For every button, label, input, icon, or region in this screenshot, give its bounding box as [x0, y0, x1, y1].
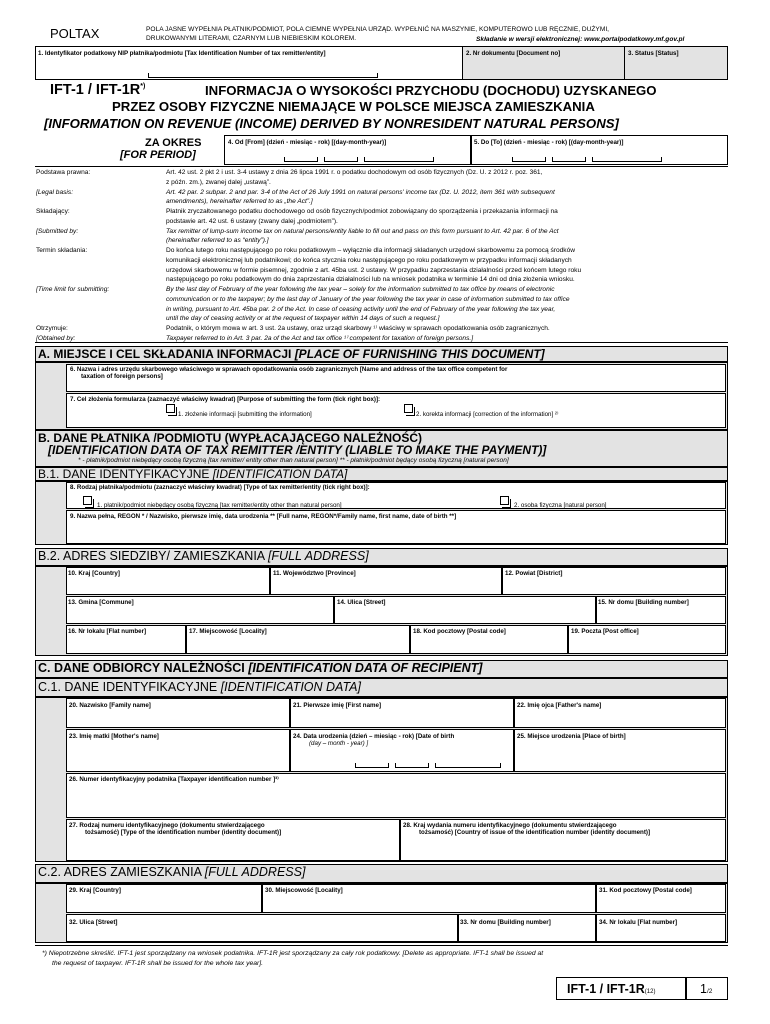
info-value: (hereinafter referred to as “entity”).]: [166, 237, 269, 245]
section-a-title: A. MIEJSCE I CEL SKŁADANIA INFORMACJI [PLACE OF FURNISHING THIS DOCUMENT]: [38, 347, 545, 361]
country-label: 10. Kraj [Country]: [68, 570, 120, 577]
status-label: 3. Status [Status]: [628, 50, 679, 57]
recipient-building-number-label: 33. Nr domu [Building number]: [460, 919, 551, 926]
info-line: [36, 178, 726, 188]
info-value: z późn. zm.), zwanej dalej „ustawą”.: [166, 178, 271, 186]
info-key: Składający:: [36, 208, 70, 215]
info-line: [36, 285, 726, 295]
commune-label: 13. Gmina [Commune]: [68, 599, 134, 606]
info-line: [36, 266, 726, 276]
footer-divider: [35, 945, 728, 946]
title-line-3: [INFORMATION ON REVENUE (INCOME) DERIVED BY NONRESIDENT NATURAL PERSONS]: [44, 116, 619, 131]
section-b-title-1: B. DANE PŁATNIKA /PODMIOTU (WYPŁACAJĄCEGO NALEŻNOŚĆ): [38, 431, 422, 445]
recipient-country-label: 29. Kraj [Country]: [69, 887, 121, 894]
nip-field-label: 1. Identyfikator podatkowy NIP płatnika/podmiotu [Tax Identification Number of tax remitter/entity]: [38, 50, 326, 57]
postal-code-label: 18. Kod pocztowy [Postal code]: [413, 628, 506, 635]
info-value: amendments), hereinafter referred to as „the Act”.]: [166, 198, 313, 206]
first-name-label: 21. Pierwsze imię [First name]: [293, 702, 382, 709]
id-type-label: 27. Rodzaj numeru identyfikacyjnego (dokumentu stwierdzającego tożsamość) [Type of the identification number (identity document)]: [69, 822, 282, 837]
district-label: 12. Powiat [District]: [505, 570, 563, 577]
post-office-label: 19. Poczta [Post office]: [571, 628, 639, 635]
footnote-line-1: *) Niepotrzebne skreślić. IFT-1 jest sporządzany na wniosek podatnika. IFT-1R jest sporządzany za cały rok podatkowy. [Delete as appropriate. IFT-1 shall be issued at: [42, 950, 544, 957]
info-line: [36, 334, 726, 344]
info-line: [36, 207, 726, 217]
info-value: communication or to the taxpayer; by the last day of January of the year following the tax year in case of information submitted to tax office: [166, 295, 570, 303]
place-of-birth-label: 25. Miejsce urodzenia [Place of birth]: [517, 733, 626, 740]
section-c1-title: C.1. DANE IDENTYFIKACYJNE [IDENTIFICATION DATA]: [38, 680, 361, 694]
info-line: [36, 217, 726, 227]
info-value: Tax remitter of lump-sum income tax on natural persons/entity liable to fill out and pass on this form pursuant to Art. 42 par. 6 of the Act: [166, 227, 559, 235]
correction-option-label: 2. korekta informacji [correction of the information] ²⁾: [416, 411, 559, 418]
dob-day-guide: [355, 763, 389, 768]
natural-person-label: 2. osoba fizyczna [natural person]: [514, 502, 607, 509]
locality-label: 17. Miejscowość [Locality]: [189, 628, 267, 635]
natural-person-checkbox[interactable]: [500, 496, 509, 505]
section-b-title-2: [IDENTIFICATION DATA OF TAX REMITTER /ENTITY (LIABLE TO MAKE THE PAYMENT)]: [48, 443, 547, 457]
electronic-submission-note: Składanie w wersji elektronicznej: www.portalpodatkowy.mf.gov.pl: [476, 36, 685, 43]
date-of-birth-label: 24. Data urodzenia (dzień – miesiąc - rok) [Date of birth (day – month - year) ]: [293, 733, 455, 748]
id-country-label: 28. Kraj wydania numeru identyfikacyjnego (dokumentu stwierdzającego tożsamość) [Country of issue of the identification number (identity document)]: [403, 822, 651, 837]
footnote-line-2: the request of taxpayer. IFT-1R shall be issued for the whole tax year].: [52, 960, 264, 967]
info-line: [36, 275, 726, 285]
info-line: [36, 314, 726, 324]
info-value: Do końca lutego roku następującego po roku podatkowym – wyłącznie dla informacji składanych urzędowi skarbowemu za pomocą środków: [166, 247, 576, 254]
info-key: [Submitted by:: [36, 227, 79, 235]
building-number-label: 15. Nr domu [Building number]: [598, 599, 689, 606]
divider: [624, 46, 625, 80]
info-key: [Legal basis:: [36, 188, 74, 196]
info-line: [36, 305, 726, 315]
period-from-year-guide: [364, 157, 434, 162]
info-value: Płatnik zryczałtowanego podatku dochodowego od osób fizycznych/podmiot zobowiązany do sporządzenia i przekazania informacji na: [166, 208, 558, 215]
period-from-month-guide: [324, 157, 358, 162]
period-to-year-guide: [592, 157, 662, 162]
period-from-label: 4. Od [From] (dzień - miesiąc - rok) [(day-month-year)]: [228, 139, 387, 146]
non-natural-person-label: 1. płatnik/podmiot niebędący osobą fizyczną [tax remitter/entity other than natural person]: [97, 502, 342, 509]
info-value: By the last day of February of the year following the tax year – solely for the information submitted to tax office by means of electronic: [166, 286, 555, 293]
non-natural-person-checkbox[interactable]: [83, 496, 92, 505]
section-b1-title: B.1. DANE IDENTYFIKACYJNE [IDENTIFICATION DATA]: [38, 467, 348, 481]
info-lines: [36, 168, 726, 344]
recipient-flat-number-label: 34. Nr lokalu [Flat number]: [599, 919, 678, 926]
tax-office-label: 6. Nazwa i adres urzędu skarbowego właściwego w sprawach opodatkowania osób zagranicznych [Name and address of the tax office competent for taxation of foreign persons]: [70, 366, 508, 381]
remitter-type-label: 8. Rodzaj płatnika/podmiotu (zaznaczyć właściwy kwadrat) [Type of tax remitter/entity (tick right box)]:: [70, 484, 370, 491]
recipient-street-field[interactable]: [66, 914, 458, 942]
info-value: komunikacji elektronicznej lub podatnikowi; do końca stycznia roku następującego po roku podatkowym w przypadku informacji składanych: [166, 256, 572, 264]
section-c-title: C. DANE ODBIORCY NALEŻNOŚCI [IDENTIFICATION DATA OF RECIPIENT]: [38, 661, 483, 675]
recipient-locality-label: 30. Miejscowość [Locality]: [265, 887, 343, 894]
title-line-2: PRZEZ OSOBY FIZYCZNE NIEMAJĄCE W POLSCE MIEJSCA ZAMIESZKANIA: [112, 99, 595, 114]
full-name-label: 9. Nazwa pełna, REGON * / Nazwisko, pierwsze imię, data urodzenia ** [Full name, REGON*/Family name, first name, date of birth **]: [70, 513, 457, 520]
form-code: IFT-1 / IFT-1R*): [50, 82, 146, 98]
section-c2-title: C.2. ADRES ZAMIESZKANIA [FULL ADDRESS]: [38, 865, 306, 879]
za-okres-label: ZA OKRES: [145, 137, 202, 149]
info-key: [Time limit for submitting:: [36, 286, 110, 293]
section-b-note: * - płatnik/podmiot niebędący osobą fizyczną [tax remitter/ entity other than natural person] ** - płatnik/podmiot będący osobą fizyczną [natural person]: [78, 457, 509, 464]
section-b2-title: B.2. ADRES SIEDZIBY/ ZAMIESZKANIA [FULL ADDRESS]: [38, 549, 369, 563]
info-line: [36, 188, 726, 198]
footer-page-number: 1/2: [700, 982, 713, 996]
dob-month-guide: [395, 763, 429, 768]
info-key: Termin składania:: [36, 247, 88, 254]
correction-checkbox[interactable]: [404, 404, 413, 413]
info-value: until the day of ceasing activity or at the request of taxpayer within 14 days of such a request.]: [166, 315, 440, 323]
flat-number-label: 16. Nr lokalu [Flat number]: [68, 628, 147, 635]
info-value: następującego po roku podatkowym do dnia zaprzestania działalności lub na wniosek podatnika w terminie 14 dni od dnia złożenia wniosku.: [166, 276, 575, 284]
brand-label: POLTAX: [50, 26, 100, 41]
recipient-street-label: 32. Ulica [Street]: [69, 919, 118, 926]
submitting-checkbox[interactable]: [166, 404, 175, 413]
info-key: Otrzymuje:: [36, 325, 68, 332]
street-label: 14. Ulica [Street]: [337, 599, 386, 606]
info-line: [36, 236, 726, 246]
family-name-label: 20. Nazwisko [Family name]: [69, 702, 151, 709]
father-name-label: 22. Imię ojca [Father's name]: [517, 702, 602, 709]
info-value: Podatnik, o którym mowa w art. 3 ust. 2a ustawy, oraz urząd skarbowy ¹⁾ właściwy w sprawach opodatkowania osób zagranicznych.: [166, 325, 550, 332]
period-to-label: 5. Do [To] (dzień - miesiąc - rok) [(day-month-year)]: [474, 139, 624, 146]
info-line: [36, 246, 726, 256]
submitting-option-label: 1. złożenie informacji [submitting the information]: [178, 411, 312, 418]
title-line-1: INFORMACJA O WYSOKOŚCI PRZYCHODU (DOCHODU) UZYSKANEGO: [205, 83, 657, 98]
nip-input-guides: [148, 73, 378, 78]
period-to-day-guide: [512, 157, 546, 162]
info-line: [36, 168, 726, 178]
info-value: podstawie art. 42 ust. 6 ustawy (zwany dalej „podmiotem”).: [166, 217, 338, 225]
info-value: Art. 42 ust. 2 pkt 2 i ust. 3-4 ustawy z dnia 26 lipca 1991 r. o podatku dochodowym od osób fizycznych (Dz. U. z 2012 r. poz. 361,: [166, 169, 543, 176]
period-from-day-guide: [284, 157, 318, 162]
info-line: [36, 256, 726, 266]
info-value: in writing, pursuant to Art. 45ba par. 2 of the Act. In case of ceasing activity until the end of February of the year following the tax year,: [166, 305, 556, 313]
for-period-label: [FOR PERIOD]: [120, 149, 196, 161]
period-to-month-guide: [552, 157, 586, 162]
purpose-label: 7. Cel złożenia formularza (zaznaczyć właściwy kwadrat) [Purpose of submitting the form (tick right box)]:: [70, 396, 381, 403]
mother-name-label: 23. Imię matki [Mother's name]: [69, 733, 159, 740]
recipient-postal-code-label: 31. Kod pocztowy [Postal code]: [599, 887, 692, 894]
taxpayer-id-label: 26. Numer identyfikacyjny podatnika [Taxpayer identification number ]³⁾: [69, 776, 279, 783]
document-number-label: 2. Nr dokumentu [Document no]: [466, 50, 561, 57]
header-instruction-2: DRUKOWANYMI LITERAMI, CZARNYM LUB NIEBIESKIM KOLOREM.: [146, 35, 357, 42]
province-label: 11. Województwo [Province]: [273, 570, 356, 577]
info-value: urzędowi skarbowemu w formie pisemnej, zgodnie z art. 45ba ust. 2 ustawy. W przypadku zaprzestania działalności przed końcem lutego roku: [166, 266, 582, 274]
info-value: Art. 42 par. 2 subpar. 2 and par. 3-4 of the Act of 26 July 1991 on natural persons' income tax (Dz. U. 2012, item 361 with subsequent: [166, 188, 555, 196]
info-key: [Obtained by:: [36, 334, 76, 342]
info-line: [36, 295, 726, 305]
footer-form-code: IFT-1 / IFT-1R(12): [567, 982, 656, 996]
header-instruction-1: POLA JASNE WYPEŁNIA PŁATNIK/PODMIOT, POLA CIEMNE WYPEŁNIA URZĄD. WYPEŁNIĆ NA MASZYNIE, KOMPUTEROWO LUB RĘCZNIE, DUŻYMI,: [146, 26, 609, 33]
info-line: [36, 227, 726, 237]
info-line: [36, 197, 726, 207]
info-value: Taxpayer referred to in Art. 3 par. 2a of the Act and tax office ¹⁾ competent for taxation of foreign persons.]: [166, 334, 474, 342]
info-key: Podstawa prawna:: [36, 169, 91, 176]
dob-year-guide: [435, 763, 501, 768]
info-line: [36, 324, 726, 334]
